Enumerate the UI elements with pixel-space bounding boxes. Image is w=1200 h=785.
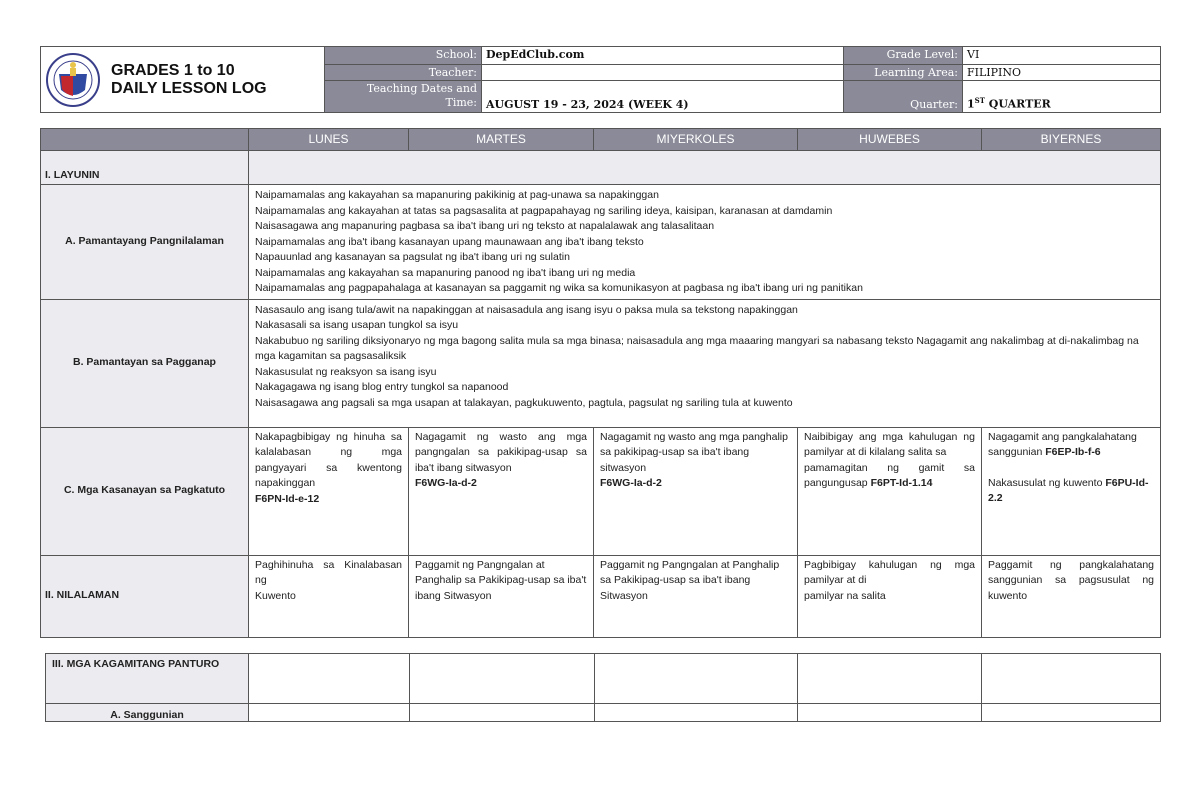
teacher-label: Teacher: <box>325 65 482 81</box>
dates-label: Teaching Dates and Time: <box>325 81 482 113</box>
pp-line: Naipamamalas ang iba't ibang kasanayan upang maunawaan ang iba't ibang teksto <box>255 235 644 248</box>
competency-code: F6PT-Id-1.14 <box>870 477 933 489</box>
school-label: School: <box>325 47 482 65</box>
grade-value: VI <box>963 47 1161 65</box>
area-label: Learning Area: <box>844 65 963 81</box>
kasanayan-huwebes: Naibibigay ang mga kahulugan ng pamilyar at di kilalang salita sa pamamagitan ng gamit sa pangungusap F6PT-Id-1.14 <box>798 427 982 555</box>
header-table <box>40 46 1161 113</box>
sanggunian-miyerkoles <box>595 704 798 722</box>
pp-line: Naipamamalas ang kakayahan sa mapanuring pakikinig at pag-unawa sa napakinggan <box>255 189 659 201</box>
school-value: DepEdClub.com <box>482 47 844 65</box>
quarter-value: 1ST QUARTER <box>963 81 1161 113</box>
kasanayan-miyerkoles: Nagagamit ng wasto ang mga panghalip sa pakikipag-usap sa iba't ibang sitwasyon F6WG-Ia-d-2 <box>594 427 798 555</box>
competency-code: F6WG-Ia-d-2 <box>415 477 477 489</box>
competency-code: F6PU-Id-2.2 <box>988 476 1149 504</box>
pp-line: Napauunlad ang kasanayan sa pagsulat ng iba't ibang uri ng sulatin <box>255 251 570 263</box>
pamantayan-sa-pagganap-content <box>249 299 1161 427</box>
nilalaman-label: II. NILALAMAN <box>41 555 249 637</box>
sanggunian-huwebes <box>798 704 982 722</box>
day-lunes: LUNES <box>249 129 409 151</box>
pg-line: Nasasaulo ang isang tula/awit na napakinggan at naisasadula ang isang isyu o paksa mula sa tekstong napakinggan <box>255 303 798 316</box>
day-miyerkoles: MIYERKOLES <box>594 129 798 151</box>
competency-code: F6EP-Ib-f-6 <box>1045 446 1101 458</box>
kasanayan-lunes: Nakapagbibigay ng hinuha sa kalalabasan ng mga pangyayari sa kwentong napakinggan F6PN-Id-e-12 <box>249 427 409 555</box>
nilalaman-biyernes: Paggamit ng pangkalahatang sanggunian sa pagsusulat ng kuwento <box>982 555 1161 637</box>
kagamitan-huwebes <box>798 654 982 704</box>
kasanayan-label: C. Mga Kasanayan sa Pagkatuto <box>41 427 249 555</box>
title-line-1: GRADES 1 to 10 <box>111 61 235 79</box>
pg-line: Naisasagawa ang pagsali sa mga usapan at talakayan, pagkukuwento, pagtula, pagsulat ng sariling tula at kuwento <box>255 396 793 409</box>
kagamitan-table <box>45 653 1161 722</box>
kagamitan-martes <box>410 654 595 704</box>
kagamitan-miyerkoles <box>595 654 798 704</box>
day-martes: MARTES <box>409 129 594 151</box>
competency-code: F6PN-Id-e-12 <box>255 492 320 505</box>
nilalaman-martes: Paggamit ng Pangngalan at Panghalip sa Pakikipag-usap sa iba't ibang Sitwasyon <box>409 555 594 637</box>
nilalaman-huwebes: Pagbibigay kahulugan ng mga pamilyar at di pamilyar na salita <box>798 555 982 637</box>
pp-line: Naipamamalas ang kakayahan at tatas sa pagsasalita at pagpapahayag ng sariling ideya, kaisipan, karanasan at damdamin <box>255 204 833 217</box>
nilalaman-lunes: Paghihinuha sa Kinalabasan ng Kuwento <box>249 555 409 637</box>
pg-line: Nakabubuo ng sariling diksiyonaryo ng mga bagong salita mula sa mga binasa; naisasadula ang mga maaaring mangyari sa nabasang teksto Nagagamit ang nakalimbag at di-nakalimbag na mga kagamitan sa pagsasaliksik <box>255 334 1139 362</box>
kagamitan-label: III. MGA KAGAMITANG PANTURO <box>46 654 249 704</box>
sanggunian-biyernes <box>982 704 1161 722</box>
lesson-table <box>40 128 1161 638</box>
kagamitan-biyernes <box>982 654 1161 704</box>
grade-label: Grade Level: <box>844 47 963 65</box>
pp-line: Naipamamalas ang kakayahan sa mapanuring panood ng iba't ibang uri ng media <box>255 266 636 279</box>
pg-line: Nakasasali sa isang usapan tungkol sa isyu <box>255 319 459 331</box>
pp-line: Naisasagawa ang mapanuring pagbasa sa iba't ibang uri ng teksto at napalalawak ang talasalitaan <box>255 220 715 232</box>
pamantayang-pangnilalaman-label: A. Pamantayang Pangnilalaman <box>41 185 249 300</box>
pp-line: Naipamamalas ang pagpapahalaga at kasanayan sa paggamit ng wika sa komunikasyon at pagbasa ng iba't ibang uri ng panitikan <box>255 282 863 294</box>
deped-seal-icon <box>45 52 101 108</box>
day-huwebes: HUWEBES <box>798 129 982 151</box>
kasanayan-biyernes: Nagagamit ang pangkalahatang sanggunian F6EP-Ib-f-6 Nakasusulat ng kuwento F6PU-Id-2.2 <box>982 427 1161 555</box>
dates-value: AUGUST 19 - 23, 2024 (WEEK 4) <box>482 81 844 113</box>
pg-line: Nakasusulat ng reaksyon sa isang isyu <box>255 365 437 378</box>
kasanayan-martes: Nagagamit ng wasto ang mga pangngalan sa pakikipag-usap sa iba't ibang sitwasyon F6WG-Ia-d-2 <box>409 427 594 555</box>
sanggunian-label: A. Sanggunian <box>46 704 249 722</box>
corner-cell <box>41 129 249 151</box>
pg-line: Nakagagawa ng isang blog entry tungkol sa napanood <box>255 381 509 393</box>
title-block <box>41 47 325 113</box>
day-biyernes: BIYERNES <box>982 129 1161 151</box>
kagamitan-lunes <box>249 654 410 704</box>
sanggunian-martes <box>410 704 595 722</box>
nilalaman-miyerkoles: Paggamit ng Pangngalan at Panghalip sa Pakikipag-usap sa iba't ibang Sitwasyon <box>594 555 798 637</box>
title-line-2: DAILY LESSON LOG <box>111 79 267 97</box>
teacher-value <box>482 65 844 81</box>
quarter-label: Quarter: <box>844 81 963 113</box>
pamantayang-pangnilalaman-content <box>249 185 1161 300</box>
competency-code: F6WG-Ia-d-2 <box>600 477 662 489</box>
layunin-label: I. LAYUNIN <box>41 151 249 185</box>
layunin-cell <box>249 151 1161 185</box>
area-value: FILIPINO <box>963 65 1161 81</box>
pamantayan-sa-pagganap-label: B. Pamantayan sa Pagganap <box>41 299 249 427</box>
sanggunian-lunes <box>249 704 410 722</box>
